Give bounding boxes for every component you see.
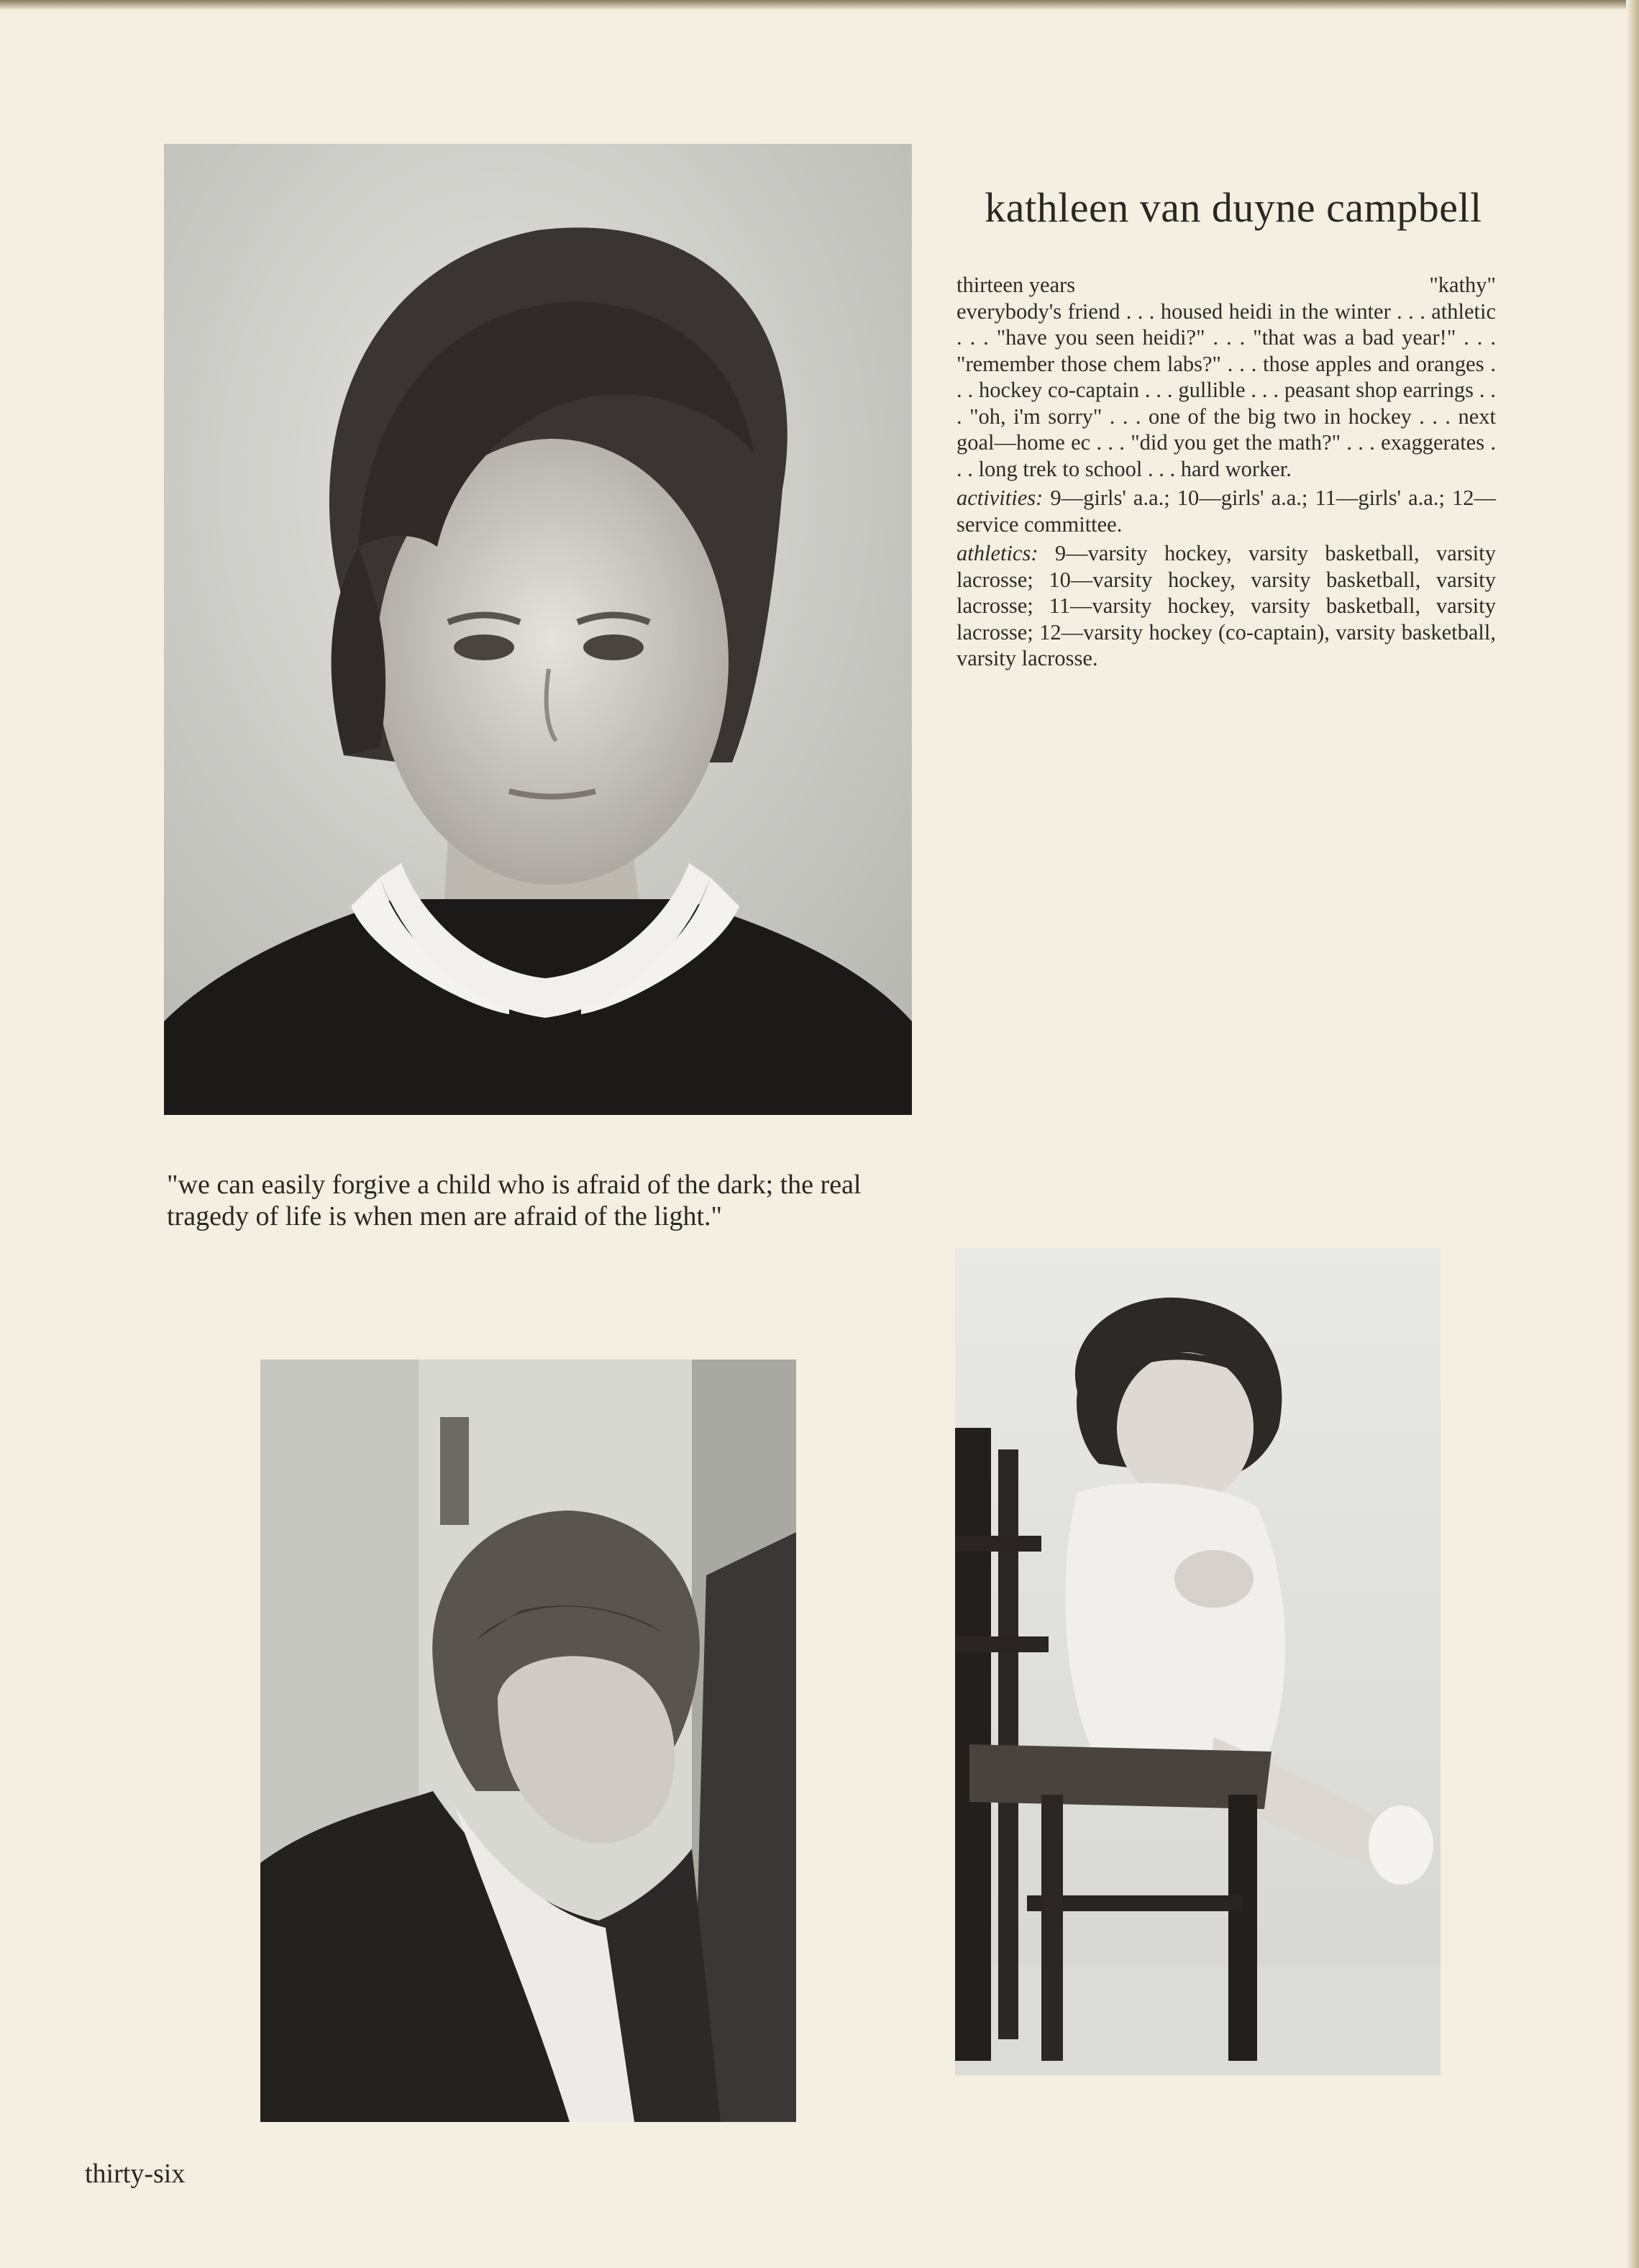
biography-block [957, 272, 1496, 672]
senior-portrait-photo [164, 144, 912, 1115]
athletics-section [957, 540, 1496, 672]
athletics-text: 9—varsity hockey, varsity basketball, varsity lacrosse; 10—varsity hockey, varsity basketball, varsity lacrosse; 11—varsity hockey, varsity basketball, varsity lacrosse; 12—varsity hockey (co-captain), varsity basketball, varsity lacrosse. [957, 541, 1496, 670]
page-top-edge [0, 0, 1639, 10]
activities-text: 9—girls' a.a.; 10—girls' a.a.; 11—girls' a.a.; 12—service committee. [957, 486, 1497, 537]
page-right-edge [1626, 0, 1639, 2268]
activities-label: activities: [957, 486, 1044, 510]
years-row [957, 272, 1496, 299]
activities-section [957, 485, 1496, 537]
description-text: everybody's friend . . . housed heidi in the winter . . . athletic . . . "have you seen heidi?" . . . "that was a bad year!" . . . "remember those chem labs?" . . . those apples and oranges . . . hockey co-captain . . . gullible . . . peasant shop earrings . . . "oh, i'm sorry" . . . one of the big two in hockey . . . next goal—home ec . . . "did you get the math?" . . . exaggerates . . . long trek to school . . . hard worker. [957, 299, 1496, 481]
student-name: kathleen van duyne campbell [985, 184, 1482, 231]
athletics-label: athletics: [957, 541, 1038, 565]
years-attended: thirteen years [957, 273, 1076, 297]
nickname: "kathy" [1429, 273, 1496, 297]
page-number: thirty-six [85, 2159, 186, 2189]
candid-photo [260, 1360, 796, 2122]
baby-photo [955, 1248, 1441, 2075]
senior-quote: "we can easily forgive a child who is afraid of the dark; the real tragedy of life is when men are afraid of the light." [167, 1170, 862, 1231]
